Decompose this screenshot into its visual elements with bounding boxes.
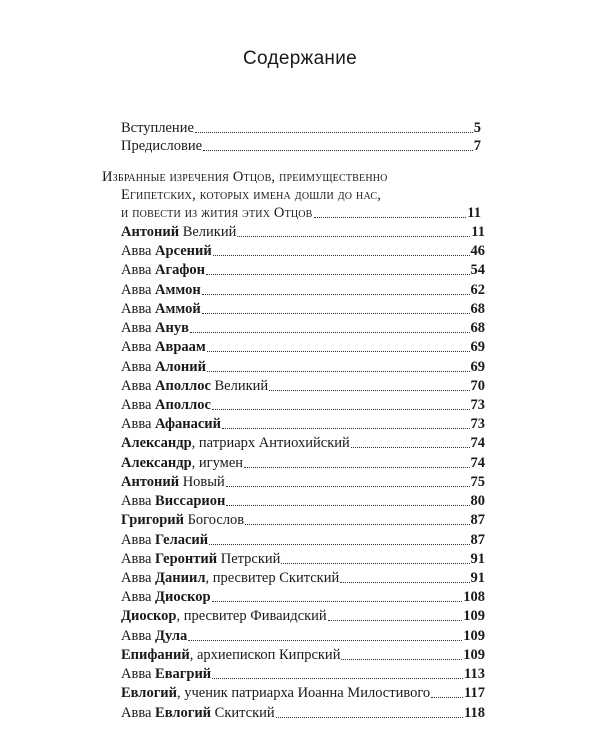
toc-entry-label (121, 531, 208, 549)
dot-leader (188, 640, 462, 641)
toc-entry[interactable] (121, 605, 485, 625)
entry-suffix: , пресвитер Скитский (205, 570, 340, 586)
entry-name: Антоний (121, 473, 180, 490)
toc-entry[interactable] (121, 702, 485, 722)
entry-name: Евлогий (155, 704, 212, 721)
entry-name: Аполлос (155, 397, 211, 413)
toc-entry-page: 69 (470, 339, 485, 356)
entry-prefix: Авва (121, 570, 156, 586)
toc-entry-page: 70 (470, 377, 485, 394)
toc-entry-page: 68 (470, 300, 485, 317)
toc-entry-label (121, 338, 206, 356)
dot-leader (226, 486, 470, 487)
toc-entry-page: 5 (473, 120, 481, 136)
dot-leader (226, 505, 469, 506)
toc-entry[interactable] (121, 413, 485, 433)
entry-name: Арсений (155, 243, 212, 260)
toc-entry-page: 68 (470, 320, 485, 337)
toc-entry[interactable] (121, 663, 485, 683)
toc-entry-label (121, 588, 211, 606)
toc-entry-label: Предисловие (121, 138, 203, 154)
entry-prefix: Авва (121, 704, 156, 721)
toc-entry[interactable] (121, 586, 485, 606)
toc-entry-page: 108 (463, 589, 485, 606)
dot-leader (212, 678, 463, 679)
dot-leader (212, 601, 463, 602)
entry-suffix: Новый (179, 473, 225, 490)
dot-leader (212, 409, 470, 410)
dot-leader (328, 620, 463, 621)
entry-prefix: Авва (121, 493, 156, 510)
toc-entry[interactable] (121, 298, 485, 318)
entry-prefix: Авва (121, 262, 156, 279)
entry-suffix: Петрский (217, 550, 281, 567)
entry-prefix: Авва (121, 300, 156, 317)
toc-entry-page: 11 (471, 224, 485, 240)
entry-suffix: , пресвитер Фиваидский (176, 608, 327, 625)
toc-entry-page: 117 (464, 685, 485, 702)
entry-name: Геронтий (155, 550, 218, 567)
entry-prefix: Авва (121, 397, 156, 413)
entry-name: Анув (155, 320, 189, 337)
dot-leader (207, 351, 470, 352)
toc-entry[interactable] (121, 509, 485, 529)
entry-name: Евагрий (155, 666, 212, 683)
dot-leader (203, 150, 473, 151)
entry-prefix: Авва (121, 589, 156, 606)
toc-entry-page: 46 (470, 243, 485, 260)
toc-entry-label (121, 665, 211, 683)
toc-entry-label (121, 704, 275, 722)
entry-prefix: Авва (121, 377, 156, 394)
entry-name: Антоний (121, 224, 180, 240)
section-heading-line: Египетских, которых имена дошли до нас, (121, 187, 382, 203)
entry-suffix: Великий (210, 377, 269, 394)
toc-entry-label (121, 281, 201, 299)
entry-name: Григорий (121, 512, 184, 529)
toc-entry-label (121, 377, 268, 395)
toc-entry-page: 7 (473, 138, 481, 154)
toc-entry[interactable] (121, 394, 485, 414)
entry-suffix: Скитский (211, 704, 275, 721)
toc-entry-label (121, 454, 243, 472)
toc-entry-page: 11 (467, 205, 481, 221)
entry-prefix: Авва (121, 358, 156, 375)
toc-entry[interactable] (121, 336, 485, 356)
dot-leader (206, 274, 470, 275)
toc-entry-label (121, 607, 327, 625)
toc-entry[interactable] (121, 240, 485, 260)
toc-entry-label (121, 358, 206, 376)
toc-entry[interactable] (121, 375, 485, 395)
dot-leader (340, 582, 469, 583)
toc-entry[interactable] (121, 490, 485, 510)
entry-name: Диоскор (155, 589, 211, 606)
dot-leader (209, 544, 469, 545)
page-title: Содержание (242, 48, 358, 69)
entry-suffix: , архиепископ Кипрский (189, 646, 341, 663)
entry-name: Геласий (155, 531, 209, 548)
dot-leader (276, 717, 463, 718)
entry-name: Аммон (155, 281, 201, 298)
toc-entry-label (121, 646, 340, 664)
toc-entry-page: 62 (470, 281, 485, 298)
toc-entry-label (121, 473, 225, 491)
dot-leader (207, 371, 470, 372)
toc-entry-page: 109 (463, 608, 485, 625)
toc-entry-page: 74 (470, 454, 485, 471)
toc-entry-label (121, 261, 205, 279)
dot-leader (245, 524, 469, 525)
toc-entry-label (121, 242, 212, 260)
toc-entry-label (121, 511, 244, 529)
toc-entry[interactable] (121, 356, 485, 376)
entry-name: Диоскор (121, 608, 177, 625)
entry-prefix: Авва (121, 243, 156, 260)
toc-entry-label (121, 223, 236, 241)
entry-name: Виссарион (155, 493, 226, 510)
toc-entry-label (121, 415, 221, 433)
toc-entry[interactable] (121, 279, 485, 299)
entry-prefix: Авва (121, 531, 156, 548)
entry-prefix: Авва (121, 627, 156, 644)
toc-entry-page: 109 (463, 627, 485, 644)
toc-entry[interactable] (121, 471, 485, 491)
dot-leader (195, 132, 473, 133)
dot-leader (351, 447, 470, 448)
dot-leader (202, 313, 470, 314)
toc-entry-page: 74 (470, 435, 485, 452)
entry-name: Епифаний (121, 646, 190, 663)
toc-entry-label (121, 396, 211, 414)
entry-name: Александр (121, 435, 192, 452)
dot-leader (222, 428, 470, 429)
dot-leader (341, 659, 462, 660)
entry-name: Агафон (155, 262, 205, 279)
dot-leader (431, 697, 463, 698)
toc-entry[interactable] (121, 432, 485, 452)
toc-entry-page: 91 (470, 570, 485, 586)
entry-name: Аполлос (155, 377, 211, 394)
entry-name: Евлогий (121, 685, 177, 702)
toc-entry-page: 113 (464, 666, 485, 683)
toc-entry-page: 73 (470, 397, 485, 413)
toc-entry[interactable] (121, 548, 485, 568)
toc-entry-label (121, 550, 280, 568)
toc-entry[interactable] (121, 117, 481, 137)
entry-name: Александр (121, 454, 192, 471)
section-heading-line: и повести из жития этих Отцов (121, 205, 313, 221)
toc-entry[interactable] (121, 567, 485, 587)
toc-entry-page: 54 (470, 262, 485, 279)
toc-entry-label: Вступление (121, 120, 194, 136)
entry-name: Алоний (155, 358, 206, 375)
toc-entry-page: 87 (470, 531, 485, 548)
entry-suffix: , ученик патриарха Иоанна Милостивого (177, 685, 431, 702)
toc-entry-page: 87 (470, 512, 485, 529)
entry-name: Дула (155, 627, 188, 644)
entry-name: Афанасий (155, 416, 221, 433)
entry-name: Даниил (155, 570, 206, 586)
toc-entry-page: 75 (470, 473, 485, 490)
entry-suffix: Богослов (183, 512, 245, 529)
toc-entry-label (121, 434, 350, 452)
toc-entry[interactable] (121, 317, 485, 337)
toc-entry[interactable] (121, 135, 481, 155)
dot-leader (213, 255, 470, 256)
toc-entry-page: 91 (470, 550, 485, 567)
entry-prefix: Авва (121, 339, 156, 356)
entry-suffix: , патриарх Антиохийский (191, 435, 350, 452)
dot-leader (314, 217, 467, 218)
toc-entry-page: 73 (470, 416, 485, 433)
toc-entry-label (121, 319, 189, 337)
toc-entry-label (121, 492, 225, 510)
toc-entry-page: 118 (464, 704, 485, 721)
entry-suffix: , игумен (191, 454, 244, 471)
toc-entry[interactable] (121, 221, 485, 241)
toc-entry[interactable] (121, 644, 485, 664)
dot-leader (269, 390, 469, 391)
toc-entry[interactable] (121, 625, 485, 645)
dot-leader (190, 332, 470, 333)
toc-entry[interactable] (121, 259, 485, 279)
toc-entry-label (121, 569, 339, 587)
dot-leader (244, 467, 469, 468)
toc-entry-page: 109 (463, 646, 485, 663)
toc-entry-page: 80 (470, 493, 485, 510)
toc-entry[interactable] (121, 682, 485, 702)
entry-prefix: Авва (121, 320, 156, 337)
entry-prefix: Авва (121, 281, 156, 298)
dot-leader (237, 236, 470, 237)
toc-entry-page: 69 (470, 358, 485, 375)
toc-entry[interactable] (121, 529, 485, 549)
entry-prefix: Авва (121, 550, 156, 567)
toc-entry-label (121, 627, 187, 645)
toc-section-entry[interactable] (121, 202, 481, 222)
toc-entry[interactable] (121, 452, 485, 472)
entry-name: Аммой (155, 300, 201, 317)
entry-prefix: Авва (121, 416, 156, 433)
entry-prefix: Авва (121, 666, 156, 683)
dot-leader (281, 563, 469, 564)
toc-entry-label (121, 684, 430, 702)
entry-name: Авраам (155, 339, 206, 356)
dot-leader (202, 294, 470, 295)
section-heading-line: Избранные изречения Отцов, преимущественно (102, 169, 388, 185)
entry-suffix: Великий (179, 224, 237, 240)
toc-entry-label (121, 300, 201, 318)
